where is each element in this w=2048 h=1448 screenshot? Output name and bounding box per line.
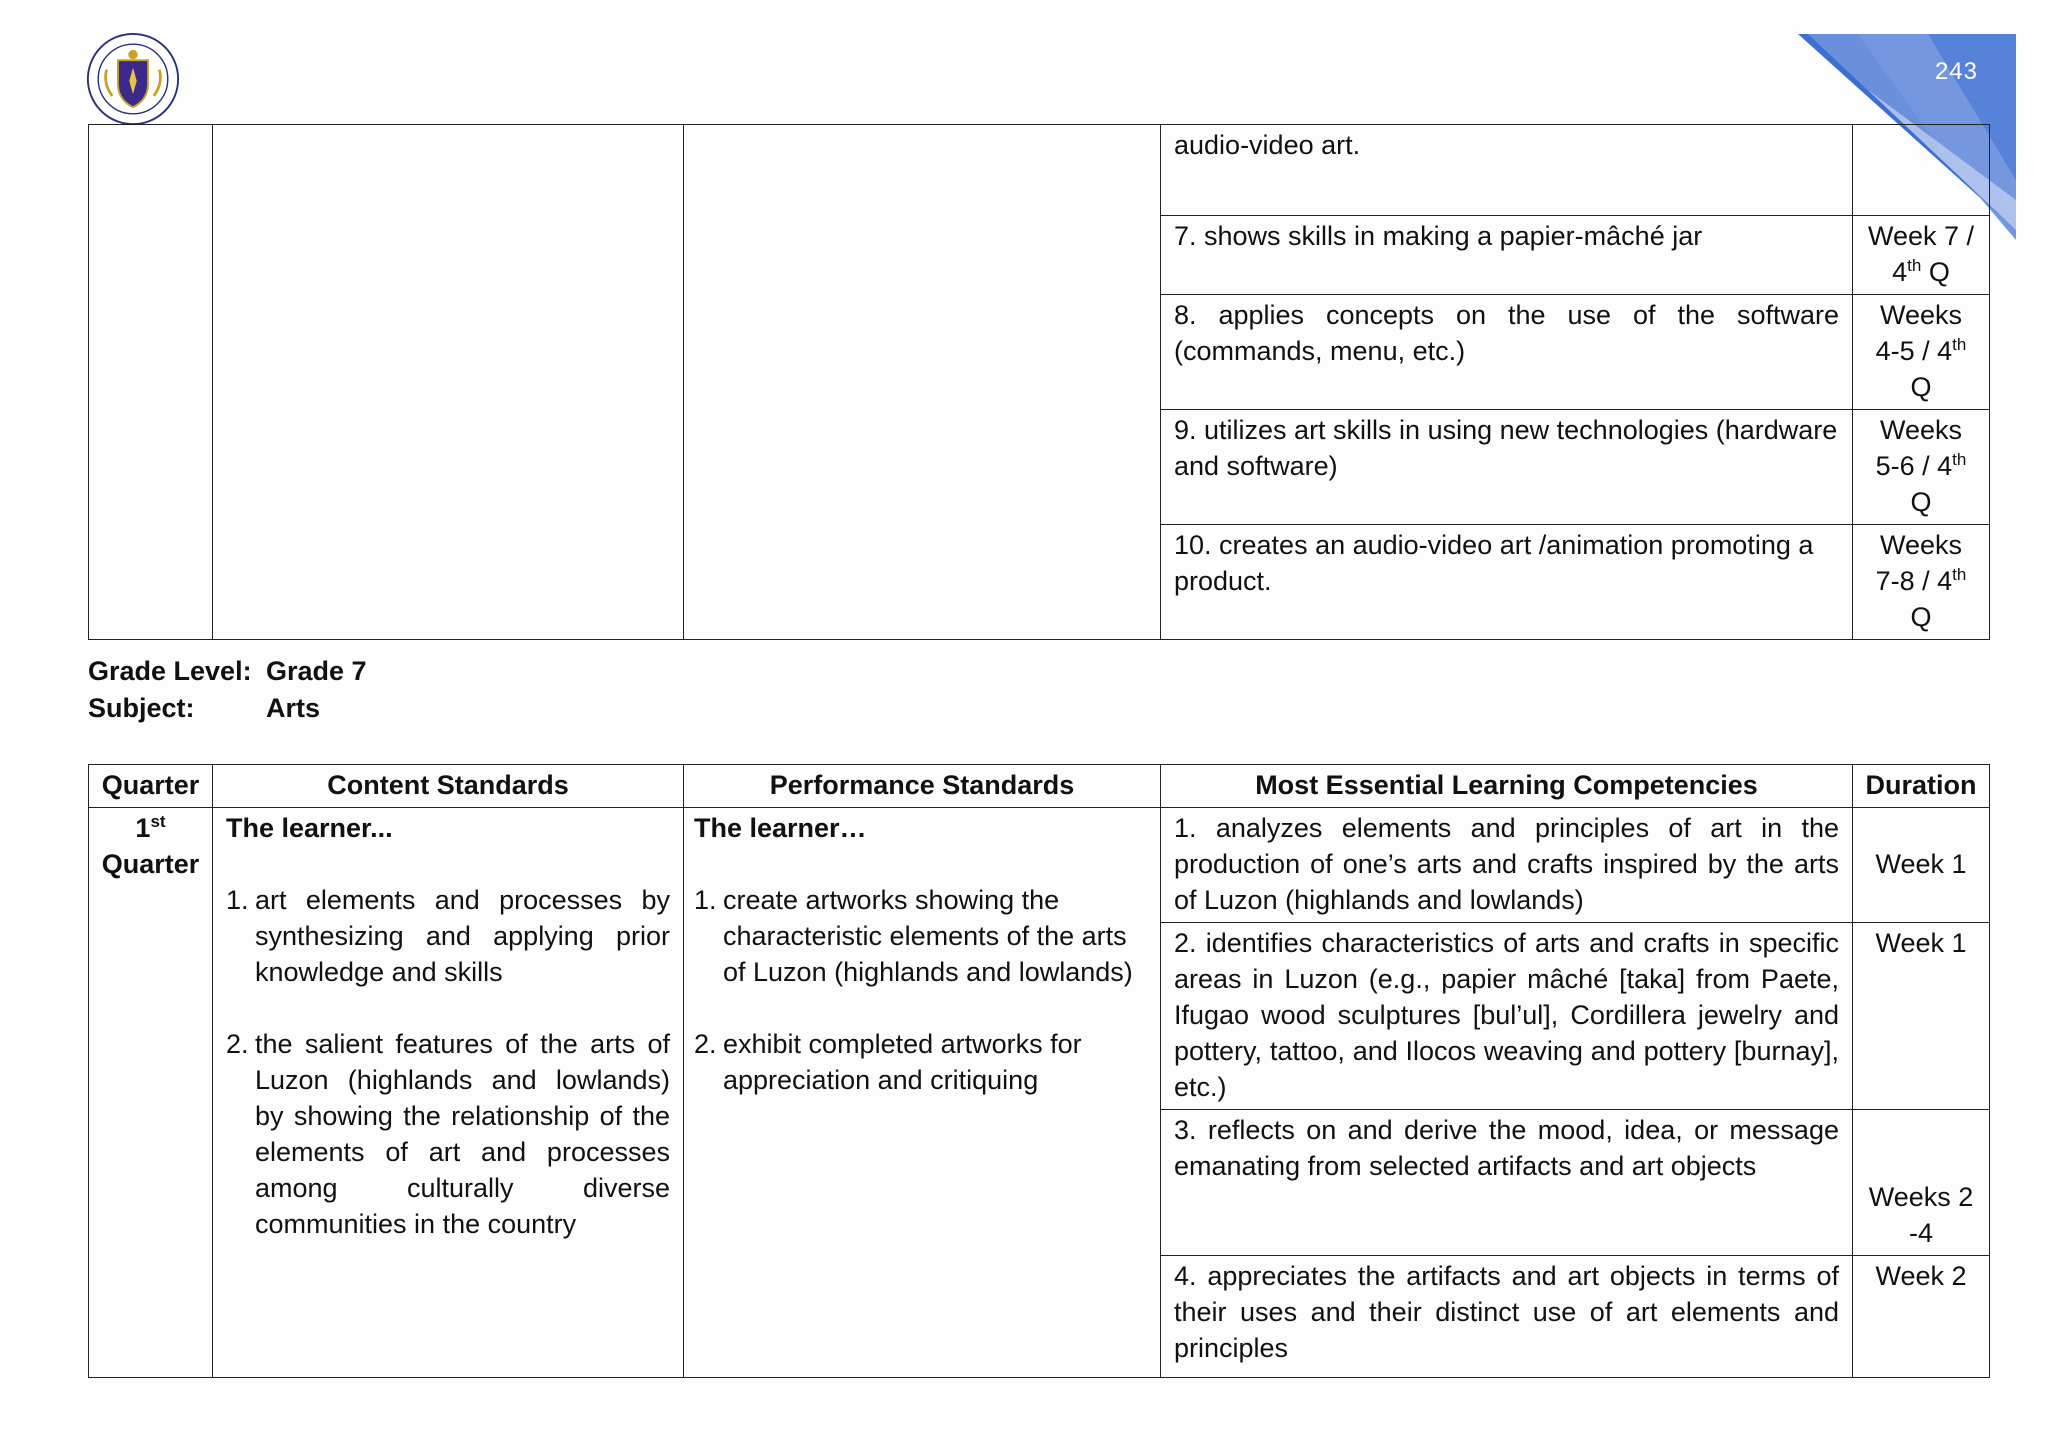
subject-value: Arts xyxy=(266,693,321,723)
list-text: exhibit completed artworks for appreciation and critiquing xyxy=(723,1029,1082,1095)
curriculum-table xyxy=(88,764,1990,1378)
duration-cell: Week 2 xyxy=(1853,1256,1990,1378)
table-row xyxy=(89,808,1990,923)
duration-sup: th xyxy=(1952,335,1967,354)
competency-cell: 1. analyzes elements and principles of art in the production of one’s arts and crafts inspired by the arts of Luzon (highlands and lowlands) xyxy=(1161,808,1853,923)
competency-cell: 10. creates an audio-video art /animation promoting a product. xyxy=(1161,525,1853,640)
grade-level-row xyxy=(88,653,367,690)
column-header-content-standards: Content Standards xyxy=(213,765,684,808)
list-number: 2. xyxy=(226,1029,249,1059)
duration-sup: th xyxy=(1952,450,1967,469)
content-list xyxy=(226,882,670,1242)
duration-text: Weeks 5-6 / 4 xyxy=(1875,415,1963,481)
duration-cell xyxy=(1853,125,1990,216)
competency-cell: 7. shows skills in making a papier-mâché jar xyxy=(1161,216,1853,295)
table-header-row xyxy=(89,765,1990,808)
competency-cell: 2. identifies characteristics of arts and crafts in specific areas in Luzon (e.g., papier mâché [taka] from Paete, Ifugao wood sculptures [bul’ul], Cordillera jewelry and pottery, tattoo, and Ilocos weaving and pottery [burnay], etc.) xyxy=(1161,923,1853,1110)
column-header-performance-standards: Performance Standards xyxy=(684,765,1161,808)
duration-cell xyxy=(1853,216,1990,295)
subject-label: Subject: xyxy=(88,693,195,723)
quarter-cell xyxy=(89,808,213,1378)
competency-cell: 9. utilizes art skills in using new technologies (hardware and software) xyxy=(1161,410,1853,525)
list-text: art elements and processes by synthesizing and applying prior knowledge and skills xyxy=(255,885,670,987)
duration-sup: th xyxy=(1952,565,1967,584)
duration-text: Week 7 / 4 xyxy=(1867,221,1975,287)
column-header-duration: Duration xyxy=(1853,765,1990,808)
duration-cell: Week 1 xyxy=(1853,808,1990,923)
list-text: the salient features of the arts of Luzon (highlands and lowlands) by showing the relationship of the elements of art and processes among culturally diverse communities in the country xyxy=(255,1029,670,1239)
duration-text: Weeks 4-5 / 4 xyxy=(1875,300,1963,366)
grade-subject-info xyxy=(88,653,367,727)
list-text: create artworks showing the characteristic elements of the arts of Luzon (highlands and lowlands) xyxy=(723,885,1133,987)
subject-row xyxy=(88,690,367,727)
duration-cell xyxy=(1853,410,1990,525)
column-header-competencies: Most Essential Learning Competencies xyxy=(1161,765,1853,808)
duration-cell: Week 1 xyxy=(1853,923,1990,1110)
quarter-cell-empty xyxy=(89,125,213,640)
competency-cell: 4. appreciates the artifacts and art objects in terms of their uses and their distinct use of art elements and principles xyxy=(1161,1256,1853,1378)
content-standards-cell xyxy=(213,808,684,1378)
performance-cell-empty xyxy=(684,125,1161,640)
list-item xyxy=(694,1026,1147,1098)
duration-sup: th xyxy=(1907,256,1922,275)
content-cell-empty xyxy=(213,125,684,640)
duration-tail: Q xyxy=(1910,372,1932,402)
competency-cell: 3. reflects on and derive the mood, idea, or message emanating from selected artifacts and art objects xyxy=(1161,1110,1853,1256)
quarter-label: Quarter xyxy=(101,849,200,879)
list-item xyxy=(226,1026,670,1242)
duration-text: Weeks 7-8 / 4 xyxy=(1875,530,1963,596)
performance-standards-cell xyxy=(684,808,1161,1378)
duration-tail: Q xyxy=(1910,487,1932,517)
list-number: 1. xyxy=(226,885,249,915)
competency-cell: audio-video art. xyxy=(1161,125,1853,216)
duration-cell xyxy=(1853,525,1990,640)
list-number: 2. xyxy=(694,1029,717,1059)
duration-cell xyxy=(1853,295,1990,410)
duration-tail: Q xyxy=(1910,602,1932,632)
grade-level-label: Grade Level: xyxy=(88,656,252,686)
duration-tail: Q xyxy=(1921,257,1950,287)
performance-intro: The learner… xyxy=(694,813,867,843)
list-item xyxy=(226,882,670,990)
quarter-sup: st xyxy=(150,812,166,831)
duration-cell: Weeks 2 -4 xyxy=(1853,1110,1990,1256)
quarter-number: 1 xyxy=(135,813,151,843)
grade-level-value: Grade 7 xyxy=(266,656,367,686)
column-header-quarter: Quarter xyxy=(89,765,213,808)
performance-list xyxy=(694,882,1147,1098)
list-number: 1. xyxy=(694,885,717,915)
page-number: 243 xyxy=(1934,58,1978,85)
content-intro: The learner... xyxy=(226,813,393,843)
continuation-table xyxy=(88,124,1990,640)
competency-cell: 8. applies concepts on the use of the software (commands, menu, etc.) xyxy=(1161,295,1853,410)
deped-seal-logo xyxy=(86,32,180,126)
list-item xyxy=(694,882,1147,990)
table-row xyxy=(89,125,1990,216)
